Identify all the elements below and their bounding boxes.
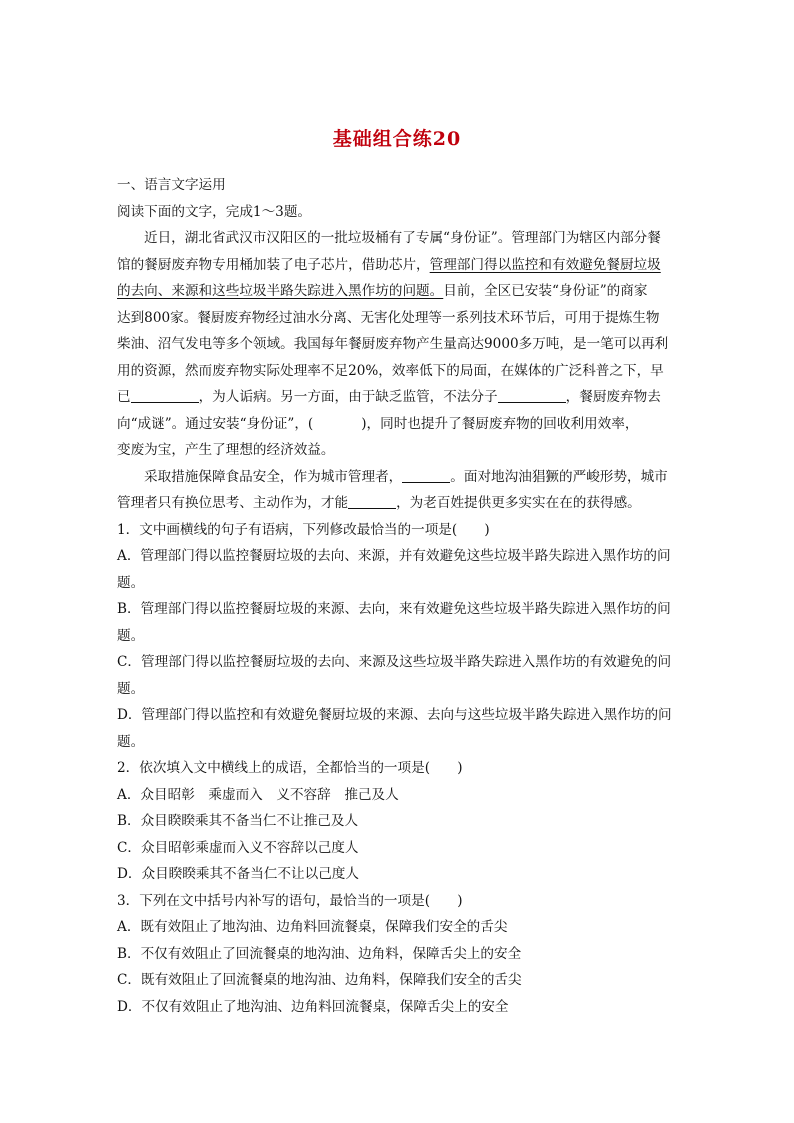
underlined-sentence: 管理部门得以监控和有效避免餐厨垃圾 (429, 256, 661, 273)
document-body (117, 172, 683, 1020)
passage-line: 近日，湖北省武汉市汉阳区的一批垃圾桶有了专属“身份证”。管理部门为辖区内部分餐 (144, 230, 661, 246)
passage-line: 用的资源，然而废弃物实际处理率不足20%，效率低下的局面，在媒体的广泛科普之下，早 (117, 362, 664, 379)
question-stem: 2．依次填入文中横线上的成语，全都恰当的一项是( ) (117, 760, 463, 776)
option-c-cont: 题。 (117, 680, 145, 697)
passage-paragraph-1 (117, 225, 683, 464)
question-1 (117, 517, 683, 756)
instruction: 阅读下面的文字，完成1～3题。 (117, 203, 312, 220)
question-2 (117, 755, 683, 888)
option-d: D．不仅有效阻止了地沟油、边角料回流餐桌，保障舌尖上的安全 (117, 998, 509, 1015)
option-d: D．管理部门得以监控和有效避免餐厨垃圾的来源、去向与这些垃圾半路失踪进入黑作坊的问 (117, 707, 672, 723)
passage-line: 管理者只有换位思考、主动作为，才能 ，为老百姓提供更多实实在在的获得感。 (117, 495, 641, 511)
option-c: C．众目昭彰乘虚而入义不容辞以己度人 (117, 839, 359, 856)
option-b-cont: 题。 (117, 627, 145, 644)
page-title: 基础组合练20 (332, 128, 462, 150)
underlined-sentence: 的去向、来源和这些垃圾半路失踪进入黑作坊的问题。 (117, 283, 444, 299)
option-a: A．众目昭彰 乘虚而入 义不容辞 推己及人 (117, 786, 399, 803)
passage-line: 达到800家。餐厨废弃物经过油水分离、无害化处理等一系列技术环节后，可用于提炼生物 (117, 309, 660, 326)
fill-blank (402, 468, 450, 483)
option-c: C．管理部门得以监控餐厨垃圾的去向、来源及这些垃圾半路失踪进入黑作坊的有效避免的问 (117, 654, 672, 670)
option-b: B．管理部门得以监控餐厨垃圾的来源、去向，来有效避免这些垃圾半路失踪进入黑作坊的问 (117, 601, 671, 617)
passage-line: 的去向、来源和这些垃圾半路失踪进入黑作坊的问题。目前，全区已安装“身份证”的商家 (117, 283, 648, 299)
option-a: A．管理部门得以监控餐厨垃圾的去向、来源，并有效避免这些垃圾半路失踪进入黑作坊的问 (117, 548, 671, 564)
passage-line: 变废为宝，产生了理想的经济效益。 (117, 442, 335, 458)
fill-blank (498, 388, 566, 403)
passage-paragraph-2 (117, 464, 683, 517)
passage-line: 柴油、沼气发电等多个领域。我国每年餐厨废弃物产生量高达9000多万吨，是一笔可以再利 (117, 336, 669, 352)
question-stem: 3．下列在文中括号内补写的语句，最恰当的一项是( ) (117, 892, 463, 909)
question-3 (117, 888, 683, 1021)
passage-line: 采取措施保障食品安全，作为城市管理者， 。面对地沟油猖獗的严峻形势，城市 (144, 468, 668, 485)
option-b: B．众目睽睽乘其不备当仁不让推己及人 (117, 813, 359, 829)
option-d: D．众目睽睽乘其不备当仁不让以己度人 (117, 866, 359, 882)
option-d-cont: 题。 (117, 733, 145, 750)
option-a-cont: 题。 (117, 574, 145, 591)
fill-blank (131, 388, 199, 403)
option-a: A．既有效阻止了地沟油、边角料回流餐桌，保障我们安全的舌尖 (117, 919, 508, 935)
passage-line: 向“成谜”。通过安装“身份证”，( )，同时也提升了餐厨废弃物的回收利用效率， (117, 415, 639, 432)
section-heading: 一、语言文字运用 (117, 177, 226, 193)
passage-line: 馆的餐厨废弃物专用桶加装了电子芯片，借助芯片，管理部门得以监控和有效避免餐厨垃圾 (117, 256, 661, 273)
option-b: B．不仅有效阻止了回流餐桌的地沟油、边角料，保障舌尖上的安全 (117, 945, 522, 962)
option-c: C．既有效阻止了回流餐桌的地沟油、边角料，保障我们安全的舌尖 (117, 972, 522, 988)
fill-blank (348, 494, 396, 509)
passage-line: 已 ，为人诟病。另一方面，由于缺乏监管，不法分子 ，餐厨废弃物去 (117, 389, 661, 405)
question-stem: 1．文中画横线的句子有语病，下列修改最恰当的一项是( ) (117, 521, 490, 538)
